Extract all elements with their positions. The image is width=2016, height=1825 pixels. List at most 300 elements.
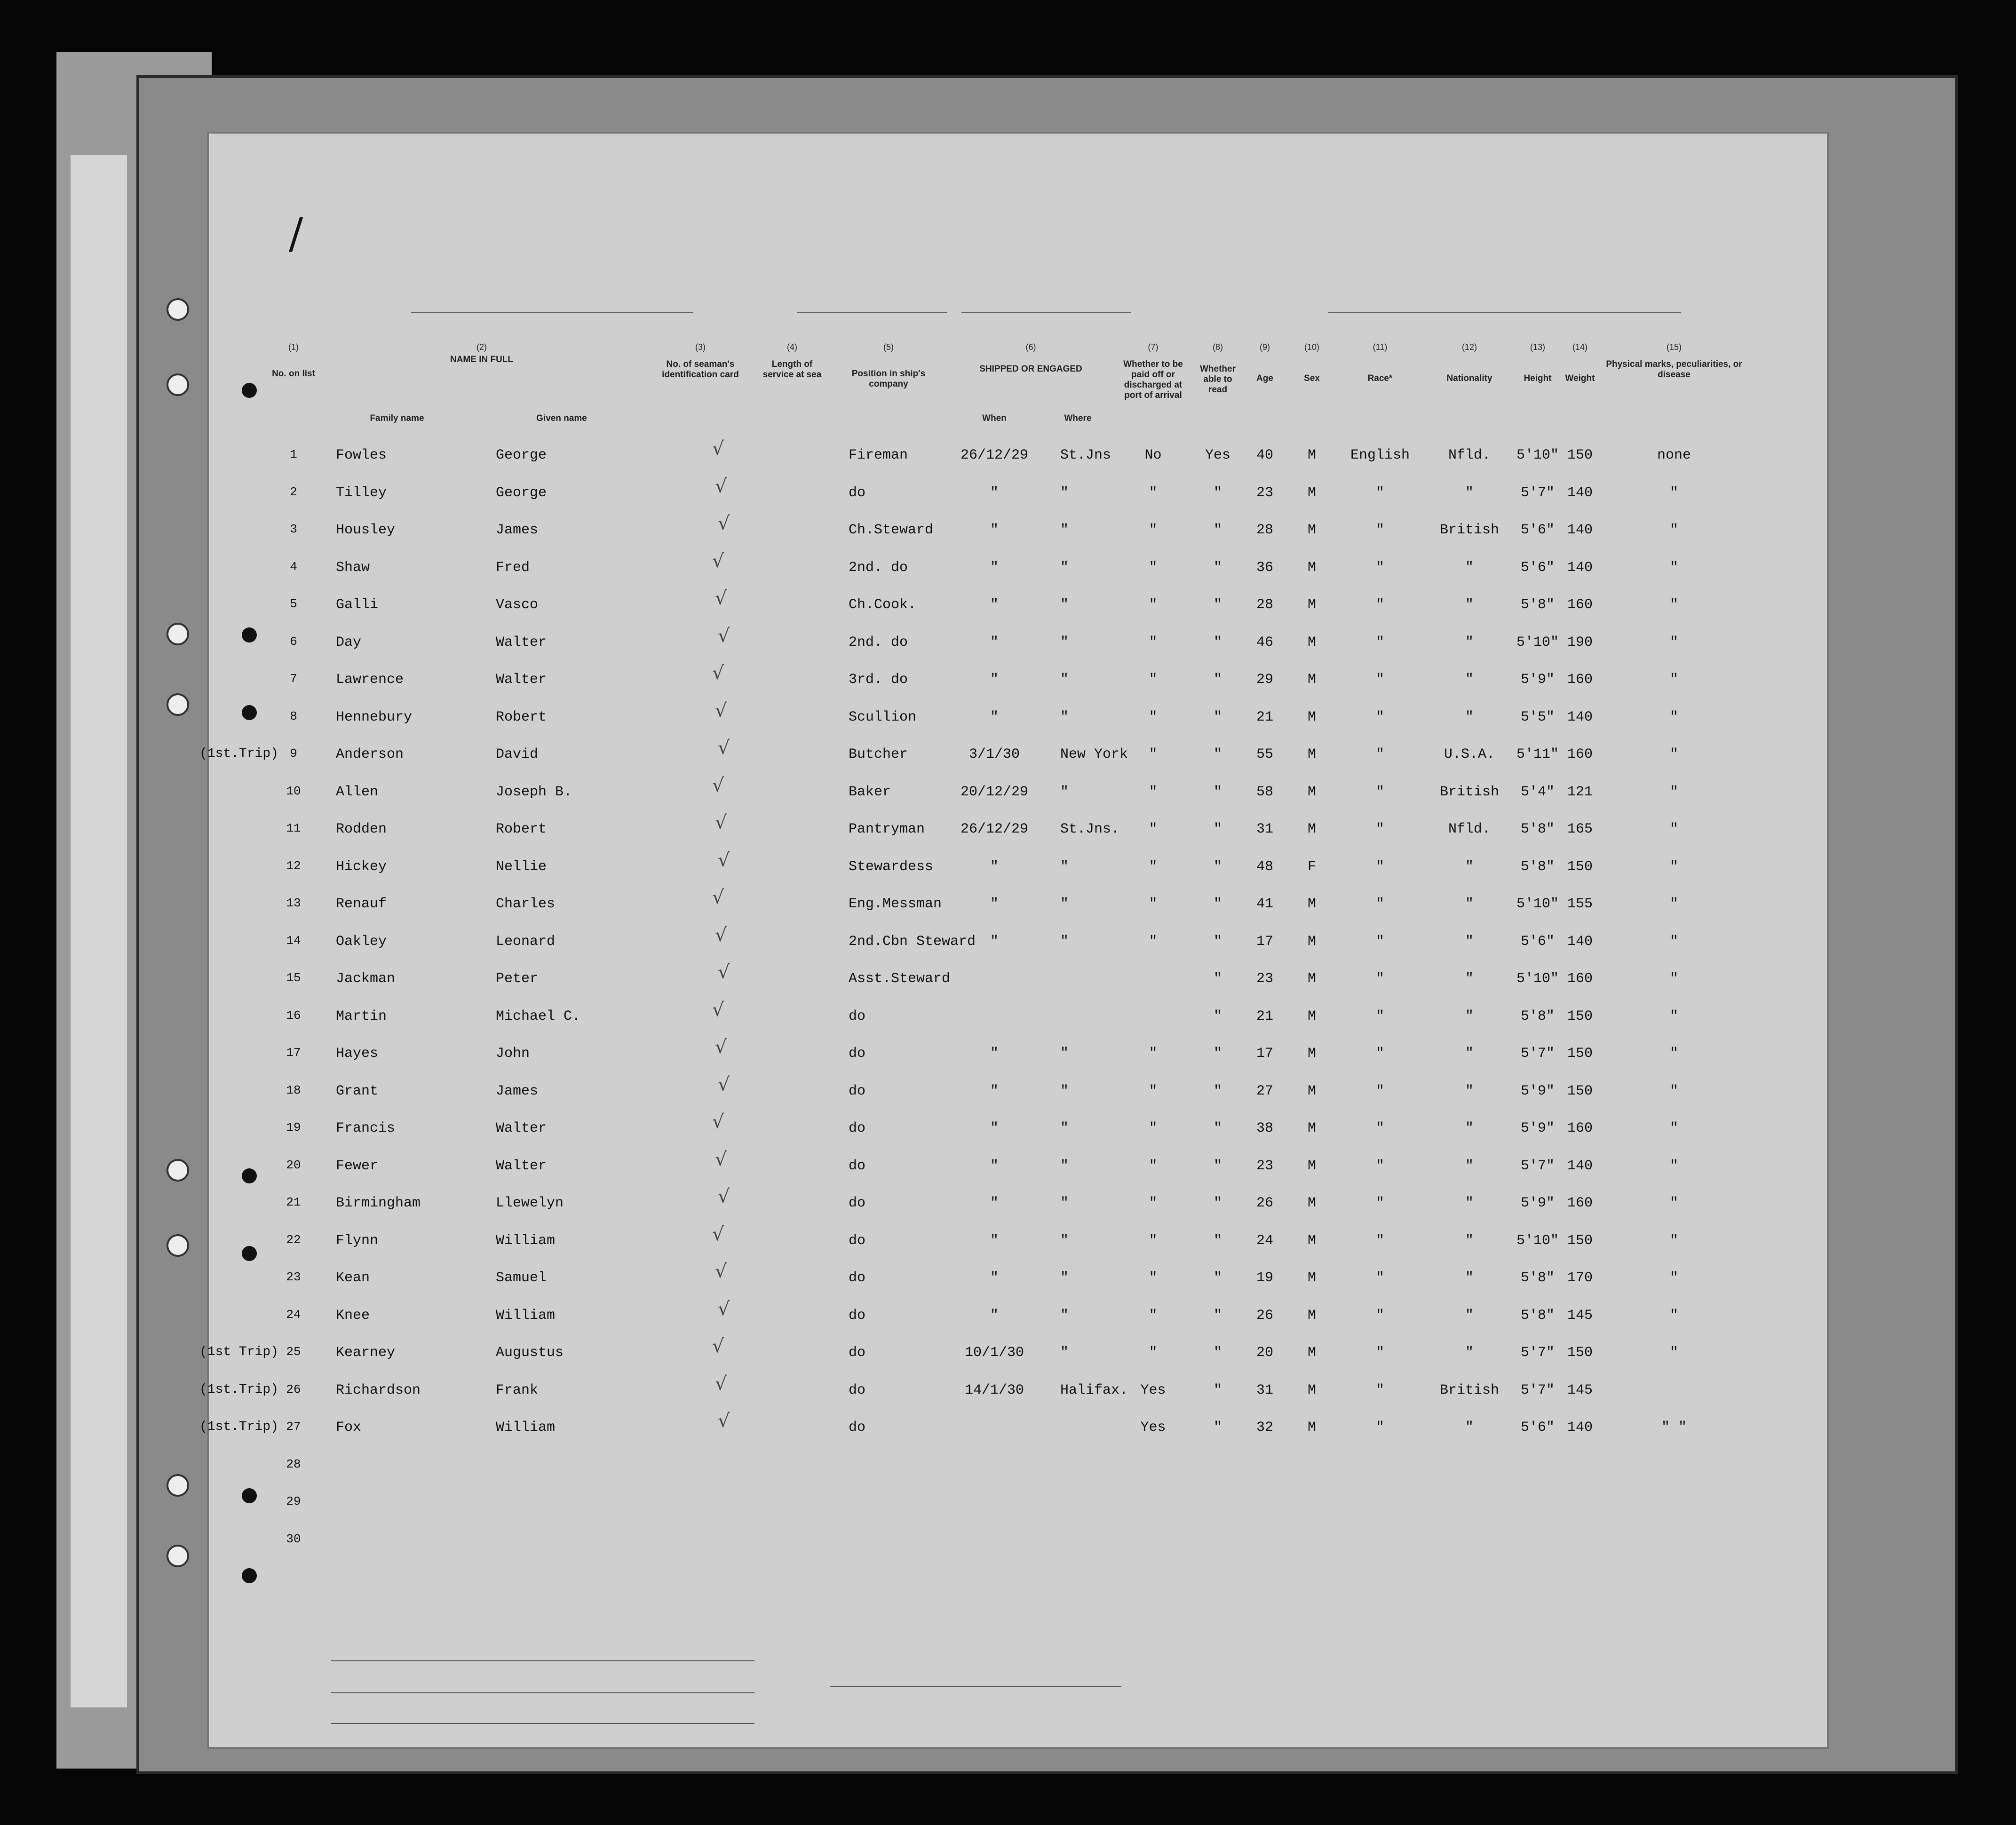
- checkmark-icon: √: [715, 1036, 727, 1058]
- col-age-number: (9): [1260, 342, 1270, 352]
- cell-where: ": [1060, 1046, 1069, 1062]
- cell-pos: do: [849, 1270, 866, 1286]
- col-length-header: Length of service at sea: [762, 359, 822, 380]
- cell-family: Lawrence: [336, 672, 404, 688]
- cell-race: ": [1375, 484, 1384, 501]
- cell-weight: 155: [1567, 896, 1593, 912]
- cell-given: Charles: [496, 896, 556, 912]
- cell-when: ": [990, 1307, 999, 1324]
- checkmark-icon: √: [718, 1073, 730, 1095]
- cell-sex: M: [1307, 1232, 1316, 1249]
- cell-marks: ": [1669, 933, 1678, 950]
- cell-given: William: [496, 1420, 556, 1436]
- punch-hole: [242, 1568, 257, 1583]
- cell-weight: 140: [1567, 559, 1593, 576]
- cell-height: 5'8": [1520, 597, 1555, 613]
- cell-when: ": [990, 559, 999, 576]
- cell-no: 30: [286, 1531, 301, 1546]
- cell-height: 5'6": [1520, 1420, 1555, 1436]
- cell-marks: ": [1669, 1195, 1678, 1211]
- cell-when: ": [990, 597, 999, 613]
- cell-no: 2: [290, 484, 297, 499]
- cell-no: 23: [286, 1270, 301, 1284]
- cell-marks: ": [1669, 1270, 1678, 1286]
- cell-read: ": [1213, 1120, 1222, 1136]
- checkmark-icon: √: [715, 587, 727, 609]
- cell-race: ": [1375, 522, 1384, 538]
- cell-paid: ": [1149, 896, 1158, 912]
- cell-when: ": [990, 933, 999, 950]
- cell-when: ": [990, 1120, 999, 1136]
- cell-family: Fewer: [336, 1158, 379, 1174]
- cell-race: ": [1375, 746, 1384, 762]
- cell-paid: ": [1149, 821, 1158, 837]
- cell-nat: ": [1465, 1307, 1474, 1324]
- cell-weight: 140: [1567, 1420, 1593, 1436]
- cell-when: 3/1/30: [968, 746, 1020, 762]
- checkmark-icon: √: [718, 961, 730, 983]
- cell-when: ": [990, 1046, 999, 1062]
- cell-race: ": [1375, 1120, 1384, 1136]
- cell-age: 36: [1256, 559, 1273, 576]
- col-name-header: NAME IN FULL: [450, 355, 514, 365]
- col-nationality-number: (12): [1461, 342, 1477, 352]
- cell-where: ": [1060, 1120, 1069, 1136]
- cell-read: ": [1213, 784, 1222, 800]
- cell-height: 5'8": [1520, 1307, 1555, 1324]
- first-trip-note: (1st.Trip): [199, 1420, 279, 1434]
- col-age-header: Age: [1256, 373, 1273, 383]
- cell-sex: M: [1307, 1046, 1316, 1062]
- cell-age: 26: [1256, 1195, 1273, 1211]
- cell-race: ": [1375, 858, 1384, 875]
- cell-where: St.Jns.: [1060, 821, 1120, 837]
- cell-read: ": [1213, 1345, 1222, 1361]
- cell-pos: do: [849, 1420, 866, 1436]
- checkmark-icon: √: [715, 475, 727, 497]
- punch-hole: [242, 705, 257, 720]
- cell-weight: 160: [1567, 672, 1593, 688]
- cell-sex: M: [1307, 746, 1316, 762]
- cell-no: 25: [286, 1345, 301, 1359]
- cell-no: 9: [290, 746, 297, 761]
- cell-nat: ": [1465, 858, 1474, 875]
- cell-nat: ": [1465, 896, 1474, 912]
- cell-age: 21: [1256, 709, 1273, 725]
- cell-race: ": [1375, 1195, 1384, 1211]
- cell-pos: Scullion: [849, 709, 917, 725]
- col-race-number: (11): [1373, 342, 1388, 352]
- cell-when: 14/1/30: [964, 1382, 1024, 1398]
- cell-race: ": [1375, 1420, 1384, 1436]
- cell-read: ": [1213, 709, 1222, 725]
- cell-given: William: [496, 1232, 556, 1249]
- cell-age: 17: [1256, 933, 1273, 950]
- cell-no: 8: [290, 709, 297, 723]
- cell-race: ": [1375, 597, 1384, 613]
- cell-nat: ": [1465, 1083, 1474, 1099]
- cell-no: 16: [286, 1008, 301, 1023]
- cell-weight: 140: [1567, 484, 1593, 501]
- cell-read: ": [1213, 1270, 1222, 1286]
- cell-read: ": [1213, 522, 1222, 538]
- cell-paid: ": [1149, 1270, 1158, 1286]
- cell-no: 15: [286, 971, 301, 985]
- checkmark-icon: √: [718, 625, 730, 647]
- cell-pos: 2nd. do: [849, 634, 908, 651]
- cell-age: 31: [1256, 821, 1273, 837]
- cell-marks: ": [1669, 709, 1678, 725]
- cell-race: ": [1375, 1158, 1384, 1174]
- cell-marks: ": [1669, 746, 1678, 762]
- cell-pos: Ch.Cook.: [849, 597, 917, 613]
- cell-marks: none: [1657, 447, 1691, 463]
- punch-hole: [242, 1168, 257, 1183]
- cell-where: ": [1060, 1195, 1069, 1211]
- binder-strip: [71, 155, 127, 1707]
- cell-sex: M: [1307, 896, 1316, 912]
- cell-race: ": [1375, 784, 1384, 800]
- cell-when: ": [990, 1270, 999, 1286]
- cell-pos: Butcher: [849, 746, 908, 762]
- cell-age: 21: [1256, 1008, 1273, 1024]
- cell-given: David: [496, 746, 539, 762]
- col-race-header: Race*: [1367, 373, 1393, 383]
- cell-paid: ": [1149, 858, 1158, 875]
- cell-race: ": [1375, 559, 1384, 576]
- cell-nat: ": [1465, 971, 1474, 987]
- cell-nat: Nfld.: [1448, 447, 1491, 463]
- cell-no: 4: [290, 559, 297, 574]
- cell-weight: 150: [1567, 1046, 1593, 1062]
- cell-read: ": [1213, 1008, 1222, 1024]
- cell-marks: ": [1669, 1232, 1678, 1249]
- cell-no: 18: [286, 1083, 301, 1097]
- checkmark-icon: √: [718, 513, 730, 534]
- cell-no: 11: [286, 821, 301, 835]
- cell-paid: ": [1149, 1046, 1158, 1062]
- cell-race: ": [1375, 1382, 1384, 1398]
- cell-read: ": [1213, 971, 1222, 987]
- first-trip-note: (1st Trip): [199, 1345, 279, 1359]
- cell-paid: ": [1149, 784, 1158, 800]
- cell-age: 32: [1256, 1420, 1273, 1436]
- cell-family: Fowles: [336, 447, 387, 463]
- cell-height: 5'10": [1516, 447, 1559, 463]
- cell-race: ": [1375, 896, 1384, 912]
- cell-pos: Pantryman: [849, 821, 925, 837]
- col-nationality-header: Nationality: [1446, 373, 1492, 383]
- cell-age: 23: [1256, 1158, 1273, 1174]
- cell-weight: 165: [1567, 821, 1593, 837]
- cell-weight: 190: [1567, 634, 1593, 651]
- cell-marks: ": [1669, 1158, 1678, 1174]
- checkmark-icon: √: [712, 887, 724, 908]
- cell-family: Kearney: [336, 1345, 396, 1361]
- col-id-card-header: No. of seaman's identification card: [662, 359, 739, 380]
- cell-pos: Ch.Steward: [849, 522, 934, 538]
- cell-paid: ": [1149, 634, 1158, 651]
- cell-nat: ": [1465, 1195, 1474, 1211]
- cell-weight: 160: [1567, 597, 1593, 613]
- cell-weight: 150: [1567, 858, 1593, 875]
- cell-read: ": [1213, 1232, 1222, 1249]
- cell-given: George: [496, 447, 547, 463]
- cell-paid: No: [1144, 447, 1162, 463]
- col-paid-off-number: (7): [1148, 342, 1159, 352]
- cell-paid: ": [1149, 597, 1158, 613]
- cell-where: ": [1060, 484, 1069, 501]
- cell-height: 5'7": [1520, 1382, 1555, 1398]
- cell-family: Birmingham: [336, 1195, 421, 1211]
- cell-weight: 140: [1567, 522, 1593, 538]
- cell-height: 5'8": [1520, 858, 1555, 875]
- cell-race: ": [1375, 1046, 1384, 1062]
- cell-when: 26/12/29: [960, 447, 1029, 463]
- cell-nat: ": [1465, 933, 1474, 950]
- cell-family: Galli: [336, 597, 379, 613]
- col-paid-off-header: Whether to be paid off or discharged at port of arrival: [1123, 359, 1183, 400]
- cell-no: 6: [290, 634, 297, 649]
- cell-when: ": [990, 1232, 999, 1249]
- cell-race: ": [1375, 1232, 1384, 1249]
- cell-family: Renauf: [336, 896, 387, 912]
- cell-height: 5'10": [1516, 634, 1559, 651]
- col-height-number: (13): [1530, 342, 1545, 352]
- cell-marks: ": [1669, 821, 1678, 837]
- cell-pos: 3rd. do: [849, 672, 908, 688]
- cell-given: Walter: [496, 1158, 547, 1174]
- cell-race: English: [1350, 447, 1410, 463]
- cell-nat: British: [1439, 784, 1500, 800]
- cell-when: ": [990, 1158, 999, 1174]
- cell-weight: 150: [1567, 1345, 1593, 1361]
- cell-when: ": [990, 709, 999, 725]
- cell-family: Hennebury: [336, 709, 413, 725]
- cell-no: 24: [286, 1307, 301, 1322]
- cell-paid: ": [1149, 559, 1158, 576]
- cell-sex: M: [1307, 1270, 1316, 1286]
- cell-paid: ": [1149, 746, 1158, 762]
- cell-weight: 140: [1567, 933, 1593, 950]
- cell-nat: ": [1465, 1232, 1474, 1249]
- cell-race: ": [1375, 672, 1384, 688]
- cell-race: ": [1375, 1008, 1384, 1024]
- cell-no: 1: [290, 447, 297, 461]
- cell-no: 26: [286, 1382, 301, 1397]
- cell-marks: ": [1669, 634, 1678, 651]
- punch-hole: [167, 693, 189, 716]
- cell-pos: 2nd. do: [849, 559, 908, 576]
- cell-sex: M: [1307, 1120, 1316, 1136]
- col-list-no-number: (1): [288, 342, 299, 352]
- cell-given: Llewelyn: [496, 1195, 564, 1211]
- cell-sex: M: [1307, 634, 1316, 651]
- cell-when: ": [990, 896, 999, 912]
- cell-when: ": [990, 634, 999, 651]
- cell-when: ": [990, 522, 999, 538]
- cell-height: 5'7": [1520, 1345, 1555, 1361]
- checkmark-icon: √: [712, 1335, 724, 1357]
- cell-where: ": [1060, 858, 1069, 875]
- cell-weight: 121: [1567, 784, 1593, 800]
- cell-no: 3: [290, 522, 297, 536]
- cell-age: 19: [1256, 1270, 1273, 1286]
- cell-family: Richardson: [336, 1382, 421, 1398]
- cell-age: 29: [1256, 672, 1273, 688]
- cell-weight: 150: [1567, 1008, 1593, 1024]
- cell-where: ": [1060, 896, 1069, 912]
- cell-age: 23: [1256, 971, 1273, 987]
- cell-pos: do: [849, 1345, 866, 1361]
- cell-paid: ": [1149, 1195, 1158, 1211]
- col-id-card-number: (3): [695, 342, 706, 352]
- cell-when: 26/12/29: [960, 821, 1029, 837]
- cell-pos: 2nd.Cbn Steward: [849, 933, 976, 950]
- checkmark-icon: √: [712, 438, 724, 460]
- cell-marks: " ": [1661, 1420, 1687, 1436]
- col-read-number: (8): [1213, 342, 1223, 352]
- cell-weight: 150: [1567, 1232, 1593, 1249]
- cell-weight: 160: [1567, 1195, 1593, 1211]
- cell-no: 21: [286, 1195, 301, 1209]
- punch-hole: [242, 627, 257, 643]
- cell-sex: M: [1307, 784, 1316, 800]
- cell-race: ": [1375, 971, 1384, 987]
- cell-read: ": [1213, 1307, 1222, 1324]
- cell-where: ": [1060, 784, 1069, 800]
- cell-pos: do: [849, 1158, 866, 1174]
- checkmark-icon: √: [712, 662, 724, 684]
- cell-family: Oakley: [336, 933, 387, 950]
- cell-sex: M: [1307, 522, 1316, 538]
- cell-marks: ": [1669, 1345, 1678, 1361]
- cell-pos: do: [849, 1382, 866, 1398]
- col-read-header: Whether able to read: [1200, 364, 1236, 395]
- cell-given: Leonard: [496, 933, 556, 950]
- cell-pos: do: [849, 1195, 866, 1211]
- cell-no: 28: [286, 1457, 301, 1471]
- cell-pos: Asst.Steward: [849, 971, 951, 987]
- cell-read: ": [1213, 1420, 1222, 1436]
- cell-race: ": [1375, 1270, 1384, 1286]
- cell-no: 13: [286, 896, 301, 910]
- cell-height: 5'10": [1516, 896, 1559, 912]
- cell-age: 40: [1256, 447, 1273, 463]
- family-name-header: Family name: [370, 413, 424, 423]
- cell-race: ": [1375, 1083, 1384, 1099]
- cell-marks: ": [1669, 597, 1678, 613]
- cell-weight: 150: [1567, 1083, 1593, 1099]
- punch-hole: [242, 1488, 257, 1503]
- punch-hole: [167, 373, 189, 396]
- checkmark-icon: √: [715, 1261, 727, 1282]
- cell-sex: F: [1307, 858, 1316, 875]
- cell-where: ": [1060, 933, 1069, 950]
- cell-family: Hayes: [336, 1046, 379, 1062]
- cell-height: 5'8": [1520, 821, 1555, 837]
- cell-no: 20: [286, 1158, 301, 1172]
- punch-hole: [167, 298, 189, 321]
- cell-given: Samuel: [496, 1270, 547, 1286]
- cell-age: 26: [1256, 1307, 1273, 1324]
- given-name-header: Given name: [536, 413, 587, 423]
- cell-given: Vasco: [496, 597, 539, 613]
- cell-pos: do: [849, 1046, 866, 1062]
- cell-race: ": [1375, 1307, 1384, 1324]
- cell-age: 28: [1256, 597, 1273, 613]
- cell-nat: ": [1465, 672, 1474, 688]
- cell-family: Hickey: [336, 858, 387, 875]
- cell-sex: M: [1307, 1158, 1316, 1174]
- punch-hole: [167, 1545, 189, 1567]
- cell-read: Yes: [1205, 447, 1230, 463]
- cell-height: 5'6": [1520, 522, 1555, 538]
- col-marks-number: (15): [1666, 342, 1682, 352]
- col-sex-header: Sex: [1304, 373, 1320, 383]
- cell-nat: ": [1465, 1345, 1474, 1361]
- checkmark-icon: √: [718, 1298, 730, 1320]
- cell-no: 19: [286, 1120, 301, 1135]
- cell-height: 5'10": [1516, 1232, 1559, 1249]
- cell-paid: ": [1149, 1158, 1158, 1174]
- cell-weight: 150: [1567, 447, 1593, 463]
- col-weight-number: (14): [1572, 342, 1587, 352]
- cell-pos: do: [849, 1232, 866, 1249]
- cell-paid: ": [1149, 1232, 1158, 1249]
- cell-nat: ": [1465, 597, 1474, 613]
- cell-given: Walter: [496, 1120, 547, 1136]
- cell-height: 5'7": [1520, 1158, 1555, 1174]
- cell-sex: M: [1307, 1083, 1316, 1099]
- col-position-header: Position in ship's company: [851, 369, 926, 389]
- cell-given: Robert: [496, 821, 547, 837]
- cell-when: ": [990, 484, 999, 501]
- cell-nat: ": [1465, 1008, 1474, 1024]
- cell-given: Joseph B.: [496, 784, 572, 800]
- cell-nat: U.S.A.: [1444, 746, 1495, 762]
- cell-age: 46: [1256, 634, 1273, 651]
- cell-pos: Stewardess: [849, 858, 934, 875]
- cell-given: James: [496, 1083, 539, 1099]
- cell-paid: ": [1149, 709, 1158, 725]
- col-position-number: (5): [883, 342, 894, 352]
- cell-sex: M: [1307, 1195, 1316, 1211]
- cell-pos: do: [849, 1120, 866, 1136]
- checkmark-icon: √: [718, 737, 730, 759]
- checkmark-icon: √: [715, 924, 727, 946]
- cell-paid: ": [1149, 933, 1158, 950]
- cell-marks: ": [1669, 559, 1678, 576]
- cell-height: 5'5": [1520, 709, 1555, 725]
- checkmark-icon: √: [712, 1111, 724, 1133]
- cell-marks: ": [1669, 1307, 1678, 1324]
- cell-nat: ": [1465, 634, 1474, 651]
- cell-given: Michael C.: [496, 1008, 581, 1024]
- cell-when: 20/12/29: [960, 784, 1029, 800]
- cell-age: 55: [1256, 746, 1273, 762]
- cell-given: Frank: [496, 1382, 539, 1398]
- checkmark-icon: √: [712, 999, 724, 1021]
- cell-weight: 140: [1567, 709, 1593, 725]
- col-name-number: (2): [476, 342, 487, 352]
- cell-family: Tilley: [336, 484, 387, 501]
- when-header: When: [982, 413, 1007, 423]
- cell-paid: ": [1149, 522, 1158, 538]
- cell-marks: ": [1669, 784, 1678, 800]
- cell-height: 5'9": [1520, 1195, 1555, 1211]
- cell-no: 12: [286, 858, 301, 873]
